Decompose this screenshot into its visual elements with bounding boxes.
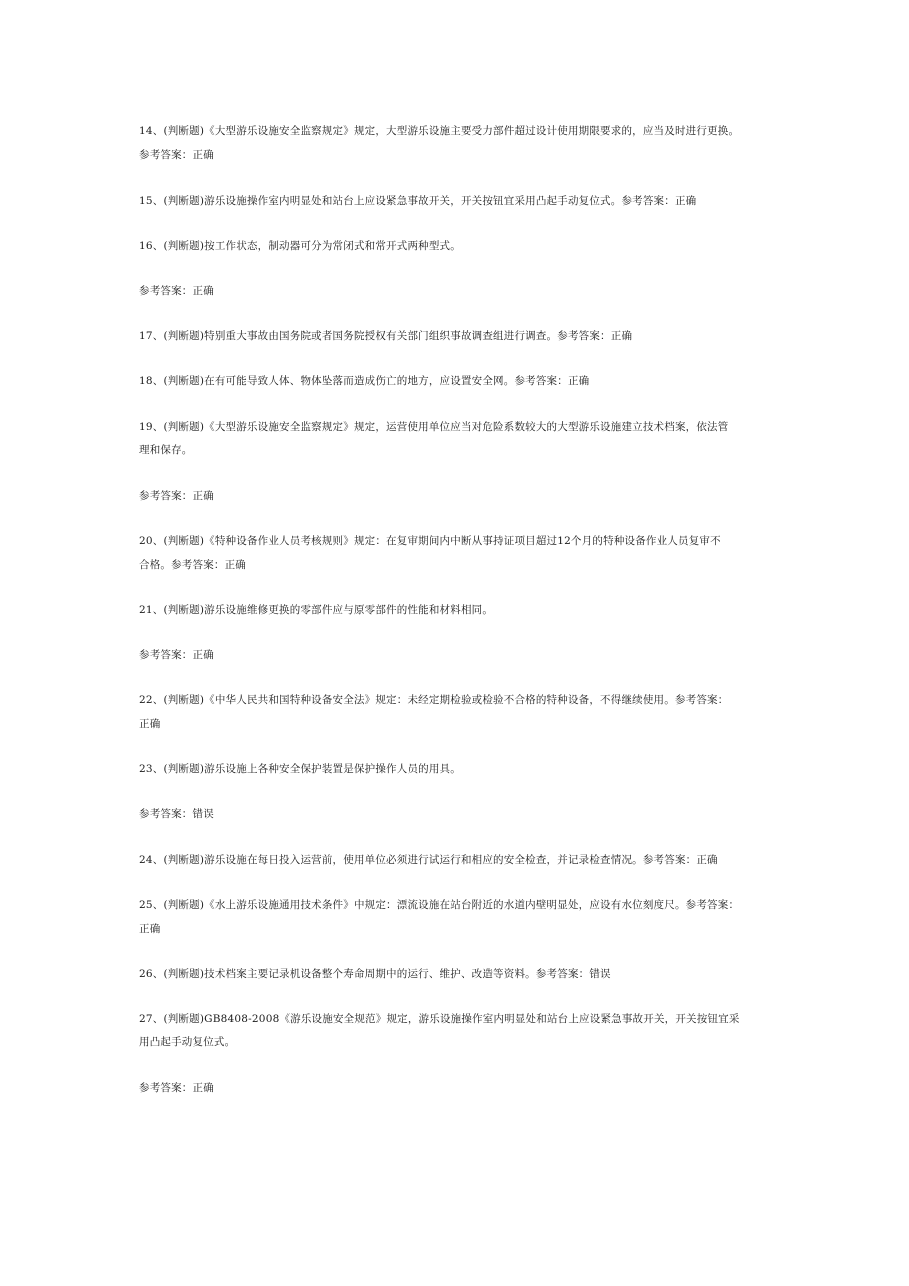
q25-text-line-1: 25、(判断题)《水上游乐设施通用技术条件》中规定：漂流设施在站台附近的水道内壁明显处，应设有水位刻度尺。参考答案： [139,899,740,911]
q23-text: 23、(判断题)游乐设施上各种安全保护装置是保护操作人员的用具。 [139,763,461,775]
q14-answer: 参考答案：正确 [139,149,214,161]
q20-text-line-1: 20、(判断题)《特种设备作业人员考核规则》规定：在复审期间内中断从事持证项目超过12个月的特种设备作业人员复审不 [139,535,721,547]
q18-text: 18、(判断题)在有可能导致人体、物体坠落而造成伤亡的地方，应设置安全网。参考答案：正确 [139,375,590,387]
q16-answer: 参考答案：正确 [139,285,214,297]
q19-text-line-1: 19、(判断题)《大型游乐设施安全监察规定》规定，运营使用单位应当对危险系数较大的大型游乐设施建立技术档案，依法管 [139,421,729,433]
q21-text: 21、(判断题)游乐设施维修更换的零部件应与原零部件的性能和材料相同。 [139,604,494,616]
q20-text-line-2: 合格。参考答案：正确 [139,559,246,571]
q23-answer: 参考答案：错误 [139,808,214,820]
q27-answer: 参考答案：正确 [139,1082,214,1094]
q25-text-line-2: 正确 [139,923,161,935]
q15-text: 15、(判断题)游乐设施操作室内明显处和站台上应设紧急事故开关，开关按钮宜采用凸起手动复位式。参考答案：正确 [139,195,697,207]
q19-text-line-2: 理和保存。 [139,444,193,456]
q16-text: 16、(判断题)按工作状态，制动器可分为常闭式和常开式两种型式。 [139,240,461,252]
q22-text-line-2: 正确 [139,718,161,730]
q27-text-line-1: 27、(判断题)GB8408-2008《游乐设施安全规范》规定，游乐设施操作室内明显处和站台上应设紧急事故开关，开关按钮宜采 [139,1013,740,1025]
q26-text: 26、(判断题)技术档案主要记录机设备整个寿命周期中的运行、维护、改造等资料。参考答案：错误 [139,968,611,980]
q24-text: 24、(判断题)游乐设施在每日投入运营前，使用单位必须进行试运行和相应的安全检查，并记录检查情况。参考答案：正确 [139,854,718,866]
q19-answer: 参考答案：正确 [139,490,214,502]
q27-text-line-2: 用凸起手动复位式。 [139,1036,236,1048]
q22-text-line-1: 22、(判断题)《中华人民共和国特种设备安全法》规定：未经定期检验或检验不合格的特种设备，不得继续使用。参考答案： [139,694,729,706]
q17-text: 17、(判断题)特别重大事故由国务院或者国务院授权有关部门组织事故调查组进行调查。参考答案：正确 [139,330,633,342]
q14-text-line-1: 14、(判断题)《大型游乐设施安全监察规定》规定，大型游乐设施主要受力部件超过设计使用期限要求的，应当及时进行更换。 [139,125,740,137]
q21-answer: 参考答案：正确 [139,649,214,661]
